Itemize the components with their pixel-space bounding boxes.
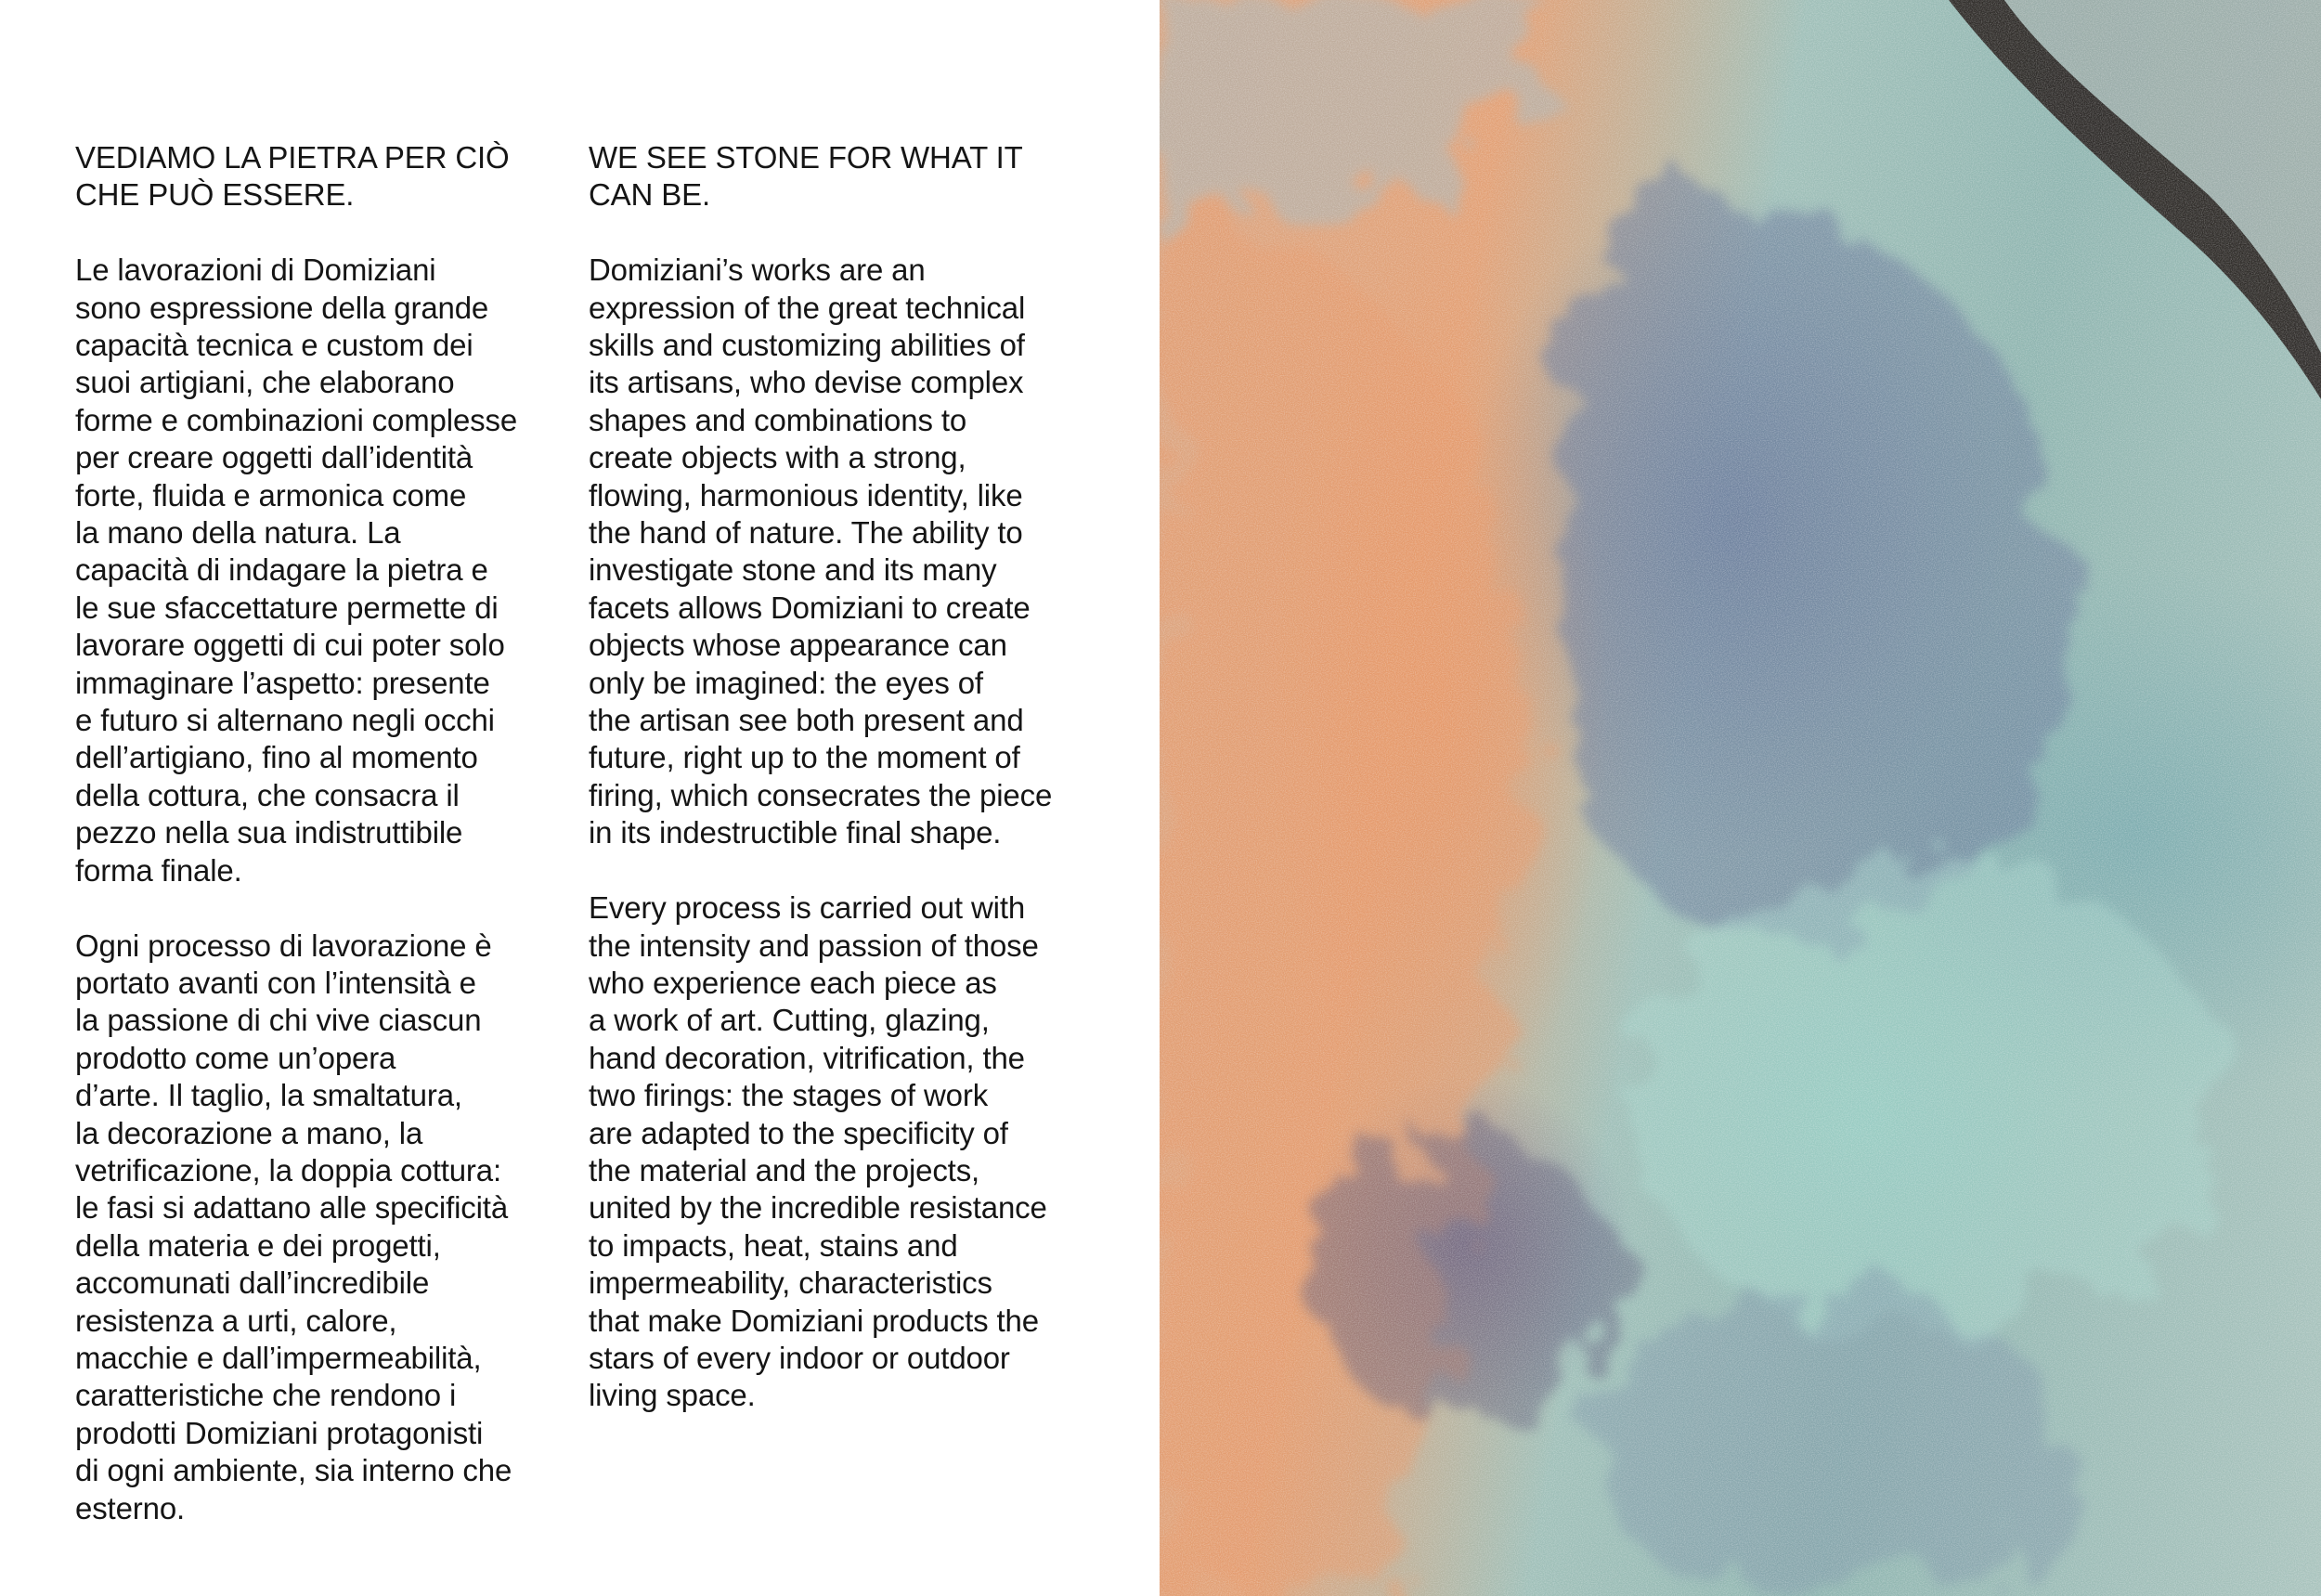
english-column bbox=[589, 139, 1109, 1452]
italian-column bbox=[75, 139, 558, 1564]
english-heading: WE SEE STONE FOR WHAT IT CAN BE. bbox=[589, 140, 1023, 213]
english-paragraph-1: Domiziani’s works are an expression of the great technical skills and customizing abilities of its artisans, who devise complex shapes and combinations to create objects with a strong, flowing, harmonious identity, like the hand of nature. The ability to investigate stone and its many facets allows Domiziani to create objects whose appearance can only be imagined: the eyes of the artisan see both present and future, right up to the moment of firing, which consecrates the piece in its indestructible final shape. bbox=[589, 253, 1053, 850]
italian-heading: VEDIAMO LA PIETRA PER CIÒ CHE PUÒ ESSERE. bbox=[75, 140, 510, 213]
stone-texture bbox=[1160, 0, 2321, 1596]
glazed-stone-photo bbox=[1160, 0, 2321, 1596]
english-paragraph-2: Every process is carried out with the intensity and passion of those who experience each piece as a work of art. Cutting, glazing, hand decoration, vitrification, the two firings: the stages of work are adapted to the specificity of the material and the projects, united by the incredible resistance to impacts, heat, stains and impermeability, characteristics that make Domiziani products the stars of every indoor or outdoor living space. bbox=[589, 890, 1047, 1413]
italian-paragraph-2: Ogni processo di lavorazione è portato avanti con l’intensità e la passione di chi vive ciascun prodotto come un’opera d’arte. Il taglio, la smaltatura, la decorazione a mano, la vetrificazione, la doppia cottura: le fasi si adattano alle specificità della materia e dei progetti, accomunati dall’incredibile resistenza a urti, calore, macchie e dall’impermeabilità, caratteristiche che rendono i prodotti Domiziani protagonisti di ogni ambiente, sia interno che esterno. bbox=[75, 928, 512, 1525]
italian-paragraph-1: Le lavorazioni di Domiziani sono espressione della grande capacità tecnica e custom dei suoi artigiani, che elaborano forme e combinazioni complesse per creare oggetti dall’identità forte, fluida e armonica come la mano della natura. La capacità di indagare la pietra e le sue sfaccettature permette di lavorare oggetti di cui poter solo immaginare l’aspetto: presente e futuro si alternano negli occhi dell’artigiano, fino al momento della cottura, che consacra il pezzo nella sua indistruttibile forma finale. bbox=[75, 253, 518, 888]
